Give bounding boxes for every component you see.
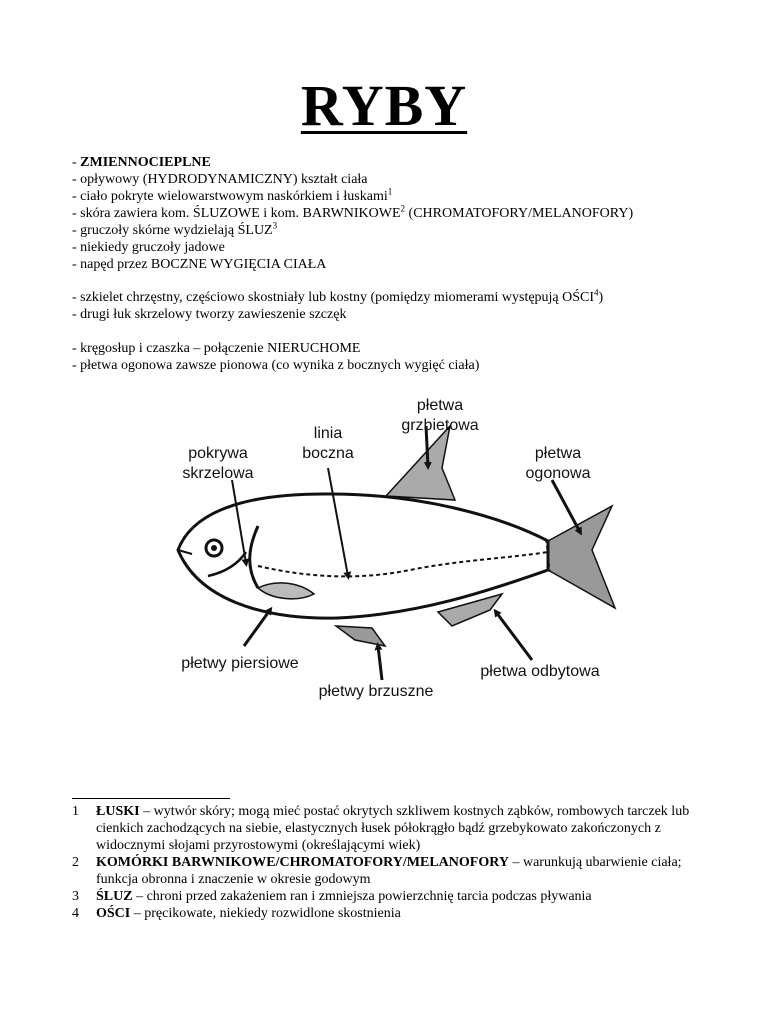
label-ogonowa-1: płetwa [534, 445, 582, 462]
footnote: 1 ŁUSKI – wytwór skóry; mogą mieć postać okrytych szkliwem kostnych ząbków, rombowych tarczek lub cienkich zachodzących na siebie, elastycznych łusek półokrągło bądź grzebykowato zakończonych z widocznymi słojami przyrostowymi (określającymi wiek) [72, 804, 690, 853]
list-item: - niekiedy gruczoły jadowe [72, 240, 225, 255]
page-title: RYBY [300, 73, 468, 138]
label-brzuszne: płetwy brzuszne [318, 683, 434, 700]
footnotes [72, 803, 712, 922]
pelvic-fin [336, 626, 385, 646]
footnote: 4 OŚCI – pręcikowate, niekiedy rozwidlone skostnienia [72, 906, 401, 921]
list-item: - opływowy (HYDRODYNAMICZNY) kształt ciała [72, 172, 368, 187]
footnote: 3 ŚLUZ – chroni przed zakażeniem ran i zmniejsza powierzchnię tarcia podczas pływania [72, 889, 592, 904]
list-item: - skóra zawiera kom. ŚLUZOWE i kom. BARWNIKOWE$^2$ (CHROMATOFORY/MELANOFORY) [72, 203, 634, 221]
footnote-ref[interactable]: 2 [400, 203, 406, 214]
label-pokrywa-1: pokrywa [188, 445, 248, 462]
list-item: - ciało pokryte wielowarstwowym naskórkiem i łuskami$^1$ [72, 186, 393, 204]
list-item: - kręgosłup i czaszka – połączenie NIERUCHOME [72, 341, 361, 356]
label-ogonowa-2: ogonowa [525, 465, 591, 482]
traits-list-1 [72, 154, 712, 273]
footnote-divider [72, 798, 230, 799]
list-item: - ZMIENNOCIEPLNE [72, 155, 211, 170]
list-item: - gruczoły skórne wydzielają ŚLUZ$^3$ [72, 220, 278, 238]
label-grzbietowa-1: płetwa [416, 397, 464, 414]
label-pokrywa-2: skrzelowa [182, 465, 254, 482]
footnote-ref[interactable]: 3 [272, 220, 278, 231]
dorsal-fin [386, 426, 455, 500]
label-grzbietowa-2: grzbietowa [401, 417, 479, 434]
label-linia-2: boczna [302, 445, 354, 462]
footnote: 2 KOMÓRKI BARWNIKOWE/CHROMATOFORY/MELANOFORY – warunkują ubarwienie ciała; funkcja obronna i znaczenie w okresie godowym [72, 855, 682, 887]
label-linia-1: linia [313, 425, 343, 442]
fish-diagram [160, 388, 630, 700]
list-item: - napęd przez BOCZNE WYGIĘCIA CIAŁA [72, 257, 327, 272]
list-item: - płetwa ogonowa zawsze pionowa (co wynika z bocznych wygięć ciała) [72, 358, 480, 373]
footnote-ref[interactable]: 1 [387, 186, 393, 197]
footnote-ref[interactable]: 4 [594, 287, 599, 298]
list-item: - szkielet chrzęstny, częściowo skostniały lub kostny (pomiędzy miomerami występują OŚCI$^4$) [72, 287, 604, 305]
list-item: - drugi łuk skrzelowy tworzy zawieszenie szczęk [72, 307, 347, 322]
label-odbytowa: płetwa odbytowa [480, 663, 600, 680]
traits-list-3 [72, 340, 712, 374]
tail-fin [548, 506, 615, 608]
traits-list-2 [72, 289, 712, 323]
label-piersiowe: płetwy piersiowe [181, 655, 299, 672]
